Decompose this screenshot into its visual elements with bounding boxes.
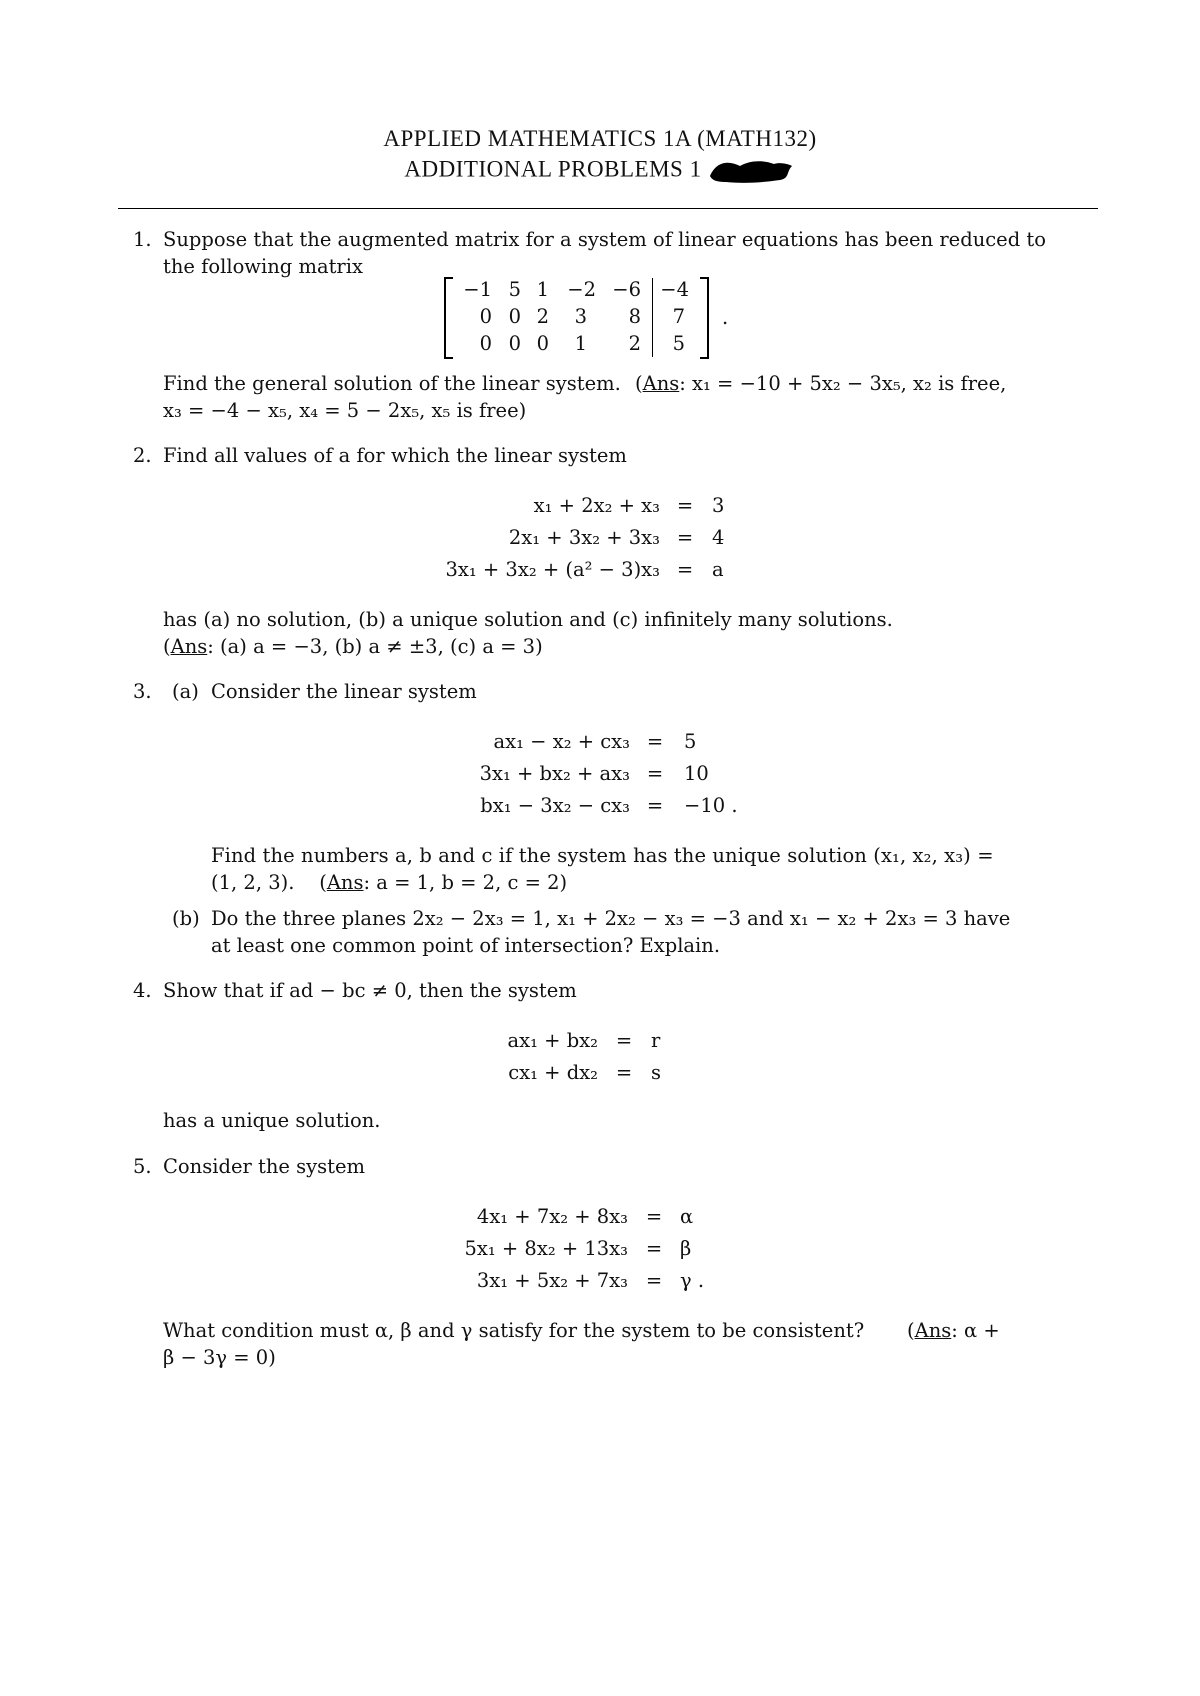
problem-3a-find-line2: (1, 2, 3). (Ans: a = 1, b = 2, c = 2) <box>211 871 568 894</box>
equation-rhs: a <box>712 558 724 581</box>
problem-1-answer-line2: x₃ = −4 − x₅, x₄ = 5 − 2x₅, x₅ is free) <box>163 399 527 422</box>
matrix-cell: 1 <box>536 278 549 301</box>
problem-5-intro: Consider the system <box>163 1155 366 1178</box>
problem-3a-find-tuple: (1, 2, 3). <box>211 871 295 894</box>
matrix-cell: −2 <box>567 278 596 301</box>
equation-rhs: 4 <box>712 526 725 549</box>
answer-label: Ans <box>914 1319 952 1342</box>
problem-3a-intro: Consider the linear system <box>211 680 477 703</box>
redaction-scribble <box>706 156 796 186</box>
matrix-cell: 0 <box>508 305 521 328</box>
problem-1-text-line2: the following matrix <box>163 255 363 278</box>
problem-4-intro: Show that if ad − bc ≠ 0, then the system <box>163 979 577 1002</box>
problem-3a-find-line1: Find the numbers a, b and c if the system has the unique solution (x₁, x₂, x₃) = <box>211 844 994 867</box>
equation-rhs: s <box>651 1061 662 1084</box>
problem-4-number: 4. <box>133 979 152 1002</box>
matrix-cell: −4 <box>660 278 689 301</box>
equation-lhs: 3x₁ + bx₂ + ax₃ <box>479 762 630 785</box>
matrix-cell: −1 <box>463 278 492 301</box>
equation-lhs: 3x₁ + 5x₂ + 7x₃ <box>476 1269 628 1292</box>
equation-rhs: 10 <box>684 762 709 785</box>
problem-3a-label: (a) <box>172 680 199 703</box>
problem-3b-line2: at least one common point of intersection? Explain. <box>211 934 721 957</box>
header-rule <box>118 208 1098 209</box>
problem-4-after: has a unique solution. <box>163 1109 381 1132</box>
problem-2-answer: (Ans: (a) a = −3, (b) a ≠ ±3, (c) a = 3) <box>163 635 543 658</box>
matrix-cell: 7 <box>672 305 685 328</box>
equation-equals: = <box>676 558 694 581</box>
matrix-cell: 0 <box>536 332 549 355</box>
answer-label: Ans <box>642 372 680 395</box>
equation-equals: = <box>645 1237 663 1260</box>
document-subtitle-text: ADDITIONAL PROBLEMS 1 <box>404 156 702 182</box>
matrix-cell: 1 <box>574 332 587 355</box>
matrix-cell: 3 <box>574 305 587 328</box>
equation-rhs: 5 <box>684 730 697 753</box>
equation-lhs: 5x₁ + 8x₂ + 13x₃ <box>464 1237 628 1260</box>
equation-lhs: ax₁ + bx₂ <box>507 1029 598 1052</box>
matrix-right-bracket <box>700 277 709 359</box>
equation-lhs: bx₁ − 3x₂ − cx₃ <box>480 794 630 817</box>
equation-equals: = <box>645 1205 663 1228</box>
answer-label: Ans <box>326 871 364 894</box>
problem-1-answer-line1: (Ans: x₁ = −10 + 5x₂ − 3x₅, x₂ is free, <box>635 372 1007 395</box>
document-subtitle <box>0 156 1200 186</box>
equation-rhs: α <box>680 1205 694 1228</box>
equation-equals: = <box>615 1029 633 1052</box>
equation-rhs: r <box>651 1029 661 1052</box>
equation-lhs: x₁ + 2x₂ + x₃ <box>533 494 660 517</box>
matrix-cell: 2 <box>536 305 549 328</box>
problem-5-question: What condition must α, β and γ satisfy for the system to be consistent? <box>163 1319 865 1342</box>
matrix-cell: 0 <box>479 305 492 328</box>
problem-5-answer-line1: (Ans: α + <box>907 1319 1000 1342</box>
problem-3-number: 3. <box>133 680 152 703</box>
equation-rhs: 3 <box>712 494 725 517</box>
equation-equals: = <box>645 1269 663 1292</box>
equation-equals: = <box>646 762 664 785</box>
answer-text: a = 1, b = 2, c = 2) <box>376 871 568 894</box>
equation-lhs: 3x₁ + 3x₂ + (a² − 3)x₃ <box>445 558 660 581</box>
answer-text: x₁ = −10 + 5x₂ − 3x₅, x₂ is free, <box>692 372 1007 395</box>
equation-equals: = <box>646 794 664 817</box>
equation-rhs: γ . <box>680 1269 705 1292</box>
equation-equals: = <box>646 730 664 753</box>
problem-5-number: 5. <box>133 1155 152 1178</box>
equation-equals: = <box>676 494 694 517</box>
document-title: APPLIED MATHEMATICS 1A (MATH132) <box>383 126 817 151</box>
problem-2-number: 2. <box>133 444 152 467</box>
equation-rhs: β <box>680 1237 692 1260</box>
matrix-cell: −6 <box>612 278 641 301</box>
matrix-cell: 0 <box>479 332 492 355</box>
problem-2-after: has (a) no solution, (b) a unique solution and (c) infinitely many solutions. <box>163 608 893 631</box>
answer-text: (a) a = −3, (b) a ≠ ±3, (c) a = 3) <box>220 635 543 658</box>
answer-label: Ans <box>170 635 208 658</box>
matrix-cell: 5 <box>672 332 685 355</box>
equation-lhs: 2x₁ + 3x₂ + 3x₃ <box>508 526 660 549</box>
matrix-cell: 8 <box>628 305 641 328</box>
problem-5-answer-line2: β − 3γ = 0) <box>163 1346 276 1369</box>
equation-lhs: 4x₁ + 7x₂ + 8x₃ <box>476 1205 628 1228</box>
problem-1-find: Find the general solution of the linear system. <box>163 372 621 395</box>
matrix-period: . <box>722 306 729 329</box>
equation-rhs: −10 . <box>684 794 738 817</box>
problem-3b-line1: Do the three planes 2x₂ − 2x₃ = 1, x₁ + 2x₂ − x₃ = −3 and x₁ − x₂ + 2x₃ = 3 have <box>211 907 1011 930</box>
matrix-cell: 0 <box>508 332 521 355</box>
matrix-cell: 2 <box>628 332 641 355</box>
problem-3b-label: (b) <box>172 907 200 930</box>
problem-1-text-line1: Suppose that the augmented matrix for a system of linear equations has been reduced to <box>163 228 1046 251</box>
problem-1-number: 1. <box>133 228 152 251</box>
equation-lhs: ax₁ − x₂ + cx₃ <box>493 730 630 753</box>
equation-equals: = <box>615 1061 633 1084</box>
equation-equals: = <box>676 526 694 549</box>
answer-text: α + <box>964 1319 1000 1342</box>
matrix-cell: 5 <box>508 278 521 301</box>
equation-lhs: cx₁ + dx₂ <box>508 1061 598 1084</box>
problem-2-intro: Find all values of a for which the linear system <box>163 444 627 467</box>
